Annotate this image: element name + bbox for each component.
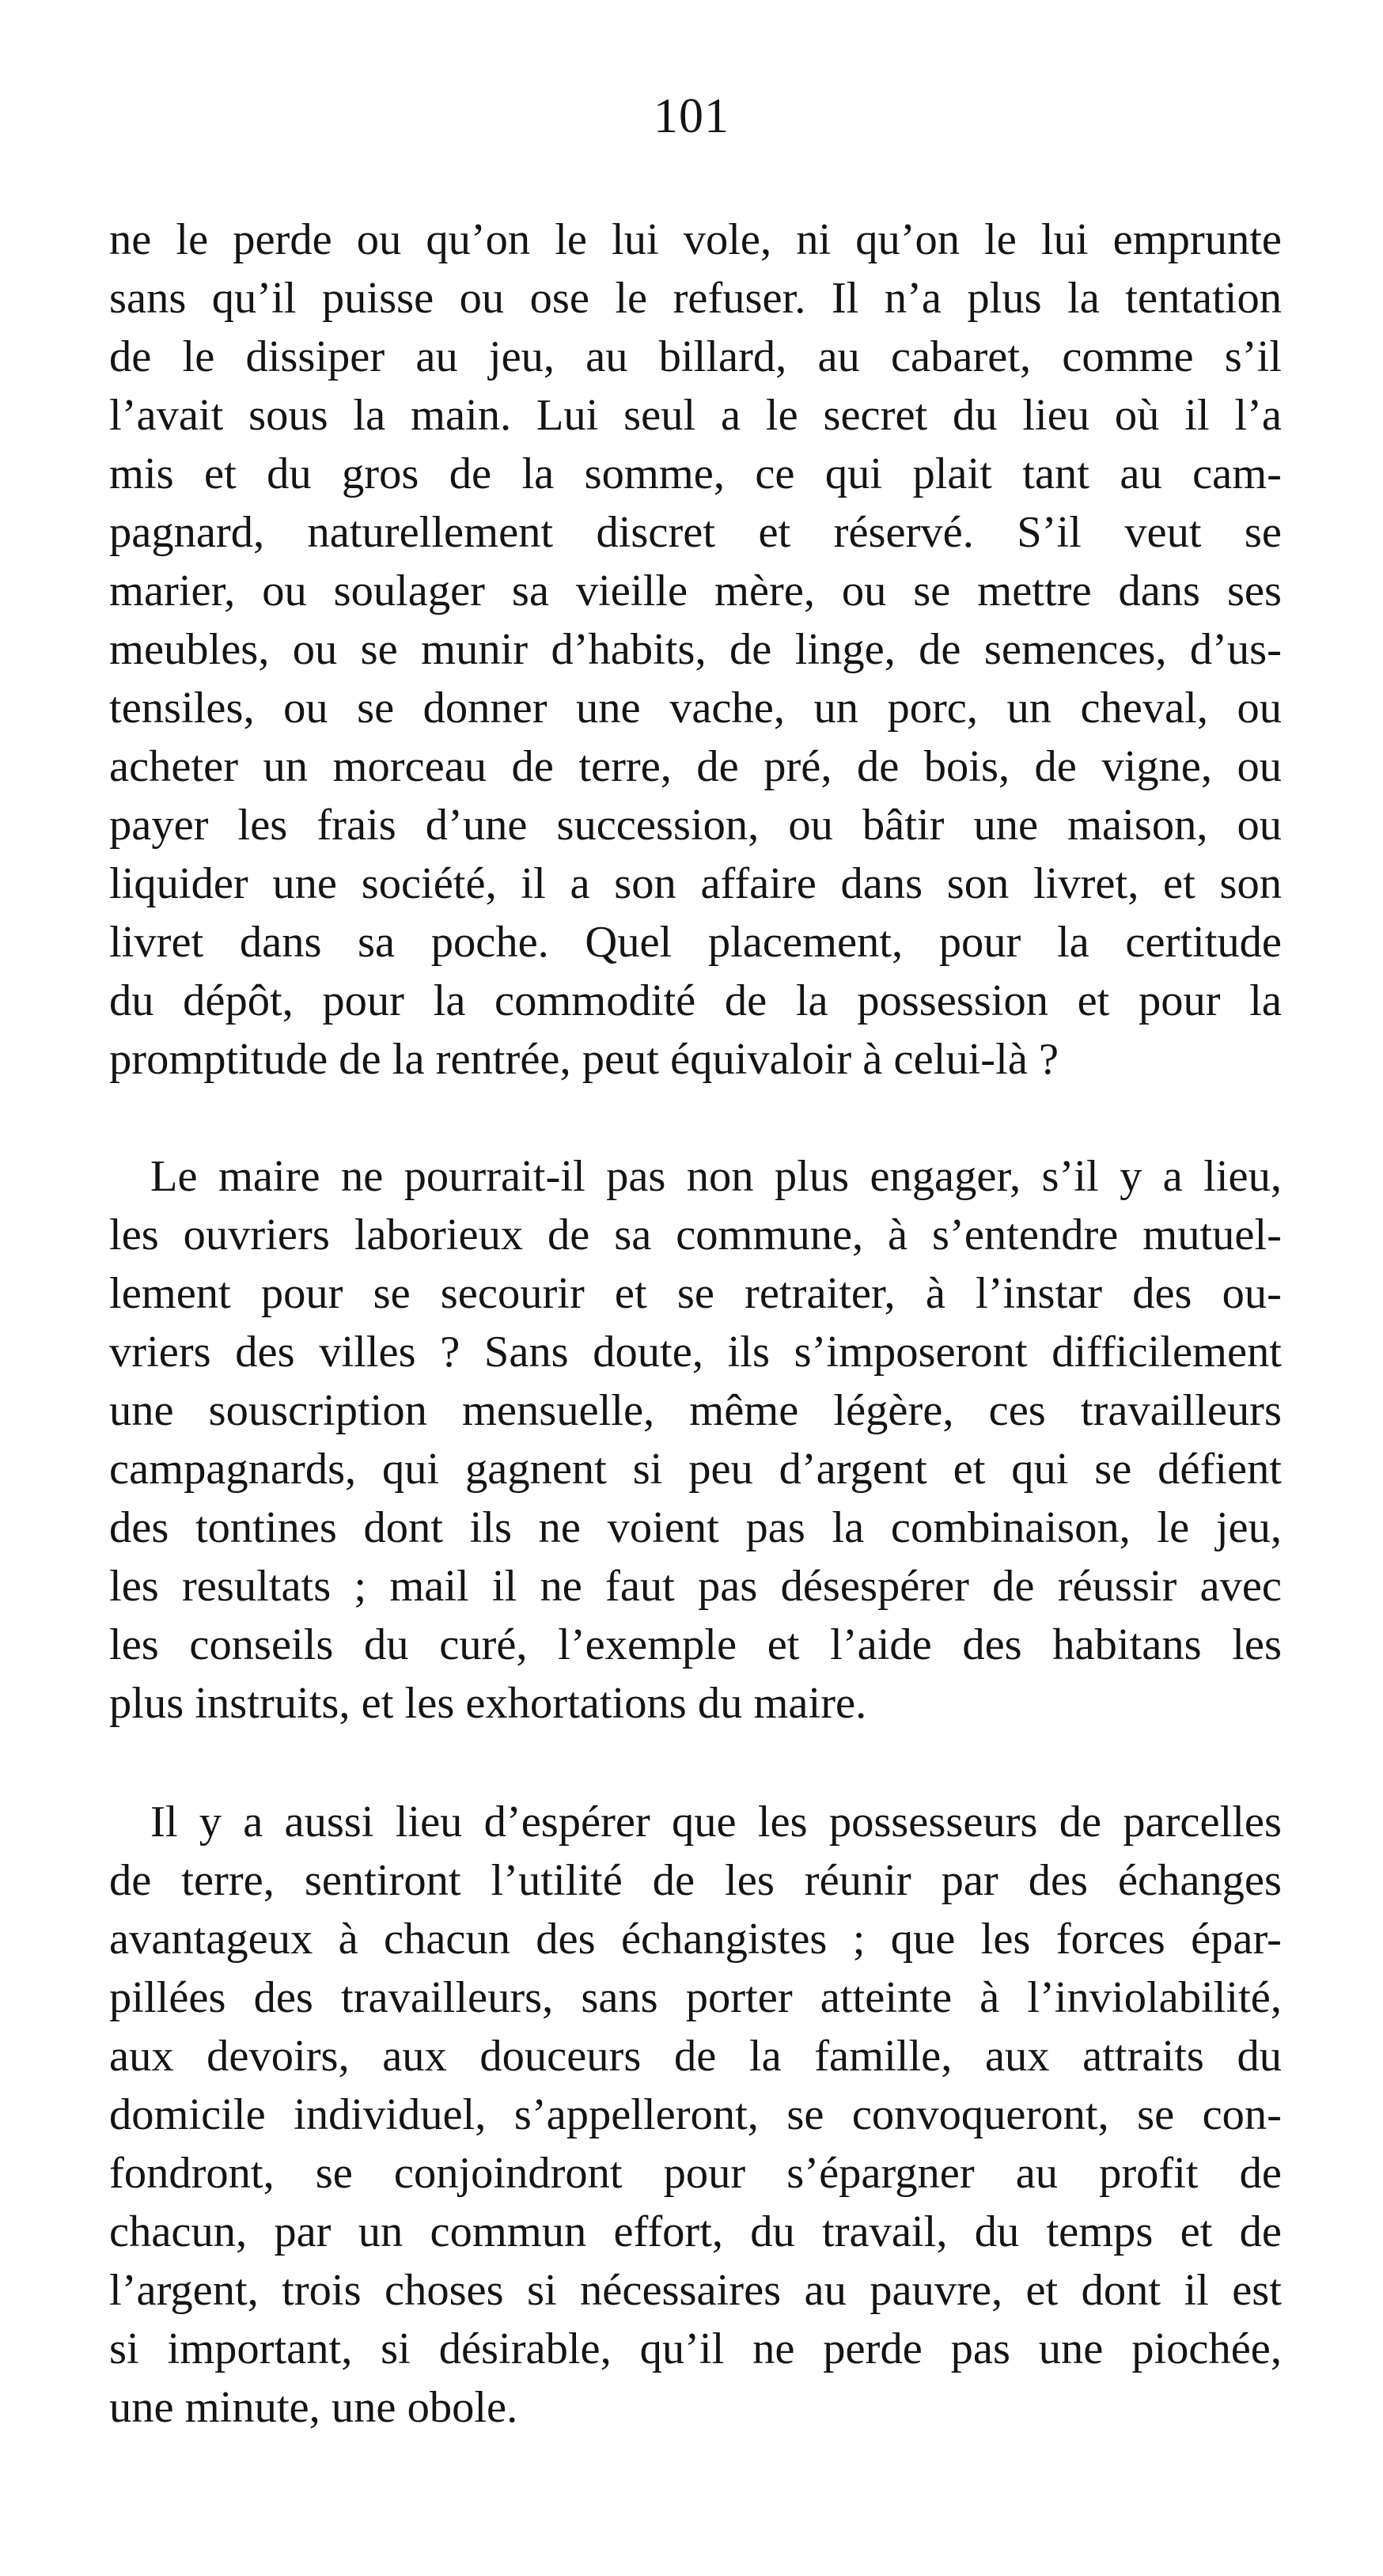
text-line: de terre, sentiront l’utilité de les réunir par des échanges bbox=[109, 1856, 1282, 1905]
text-line: fondront, se conjoindront pour s’épargner au profit de bbox=[109, 2149, 1282, 2198]
text-line: vriers des villes ? Sans doute, ils s’imposeront difficilement bbox=[109, 1328, 1282, 1377]
text-line: domicile individuel, s’appelleront, se convoqueront, se con- bbox=[109, 2090, 1282, 2139]
text-line: les resultats ; mail il ne faut pas désespérer de réussir avec bbox=[109, 1562, 1282, 1611]
text-line: campagnards, qui gagnent si peu d’argent et qui se défient bbox=[109, 1445, 1282, 1494]
text-line: les ouvriers laborieux de sa commune, à s’entendre mutuel- bbox=[109, 1210, 1282, 1260]
text-line: avantageux à chacun des échangistes ; que les forces épar- bbox=[109, 1915, 1282, 1964]
text-line: les conseils du curé, l’exemple et l’aide des habitans les bbox=[109, 1620, 1282, 1669]
text-line: lement pour se secourir et se retraiter, à l’instar des ou- bbox=[109, 1269, 1282, 1318]
text-line: Il y a aussi lieu d’espérer que les possesseurs de parcelles bbox=[150, 1798, 1282, 1847]
text-line: Le maire ne pourrait-il pas non plus engager, s’il y a lieu, bbox=[150, 1152, 1282, 1201]
text-line: l’avait sous la main. Lui seul a le secret du lieu où il l’a bbox=[109, 391, 1282, 440]
text-line: pillées des travailleurs, sans porter atteinte à l’inviolabilité, bbox=[109, 1973, 1282, 2022]
paragraph-1 bbox=[109, 210, 1282, 1089]
text-line: une minute, une obole. bbox=[109, 2383, 518, 2432]
text-line: pagnard, naturellement discret et réservé. S’il veut se bbox=[109, 508, 1282, 557]
text-line: marier, ou soulager sa vieille mère, ou se mettre dans ses bbox=[109, 566, 1282, 616]
paragraph-3 bbox=[109, 1793, 1282, 2437]
text-line: meubles, ou se munir d’habits, de linge, de semences, d’us- bbox=[109, 625, 1282, 674]
text-line: livret dans sa poche. Quel placement, pour la certitude bbox=[109, 918, 1282, 967]
text-line: des tontines dont ils ne voient pas la combinaison, le jeu, bbox=[109, 1503, 1282, 1552]
text-line: sans qu’il puisse ou ose le refuser. Il n’a plus la tentation bbox=[109, 274, 1282, 323]
text-line: payer les frais d’une succession, ou bâtir une maison, ou bbox=[109, 801, 1282, 850]
text-line: de le dissiper au jeu, au billard, au cabaret, comme s’il bbox=[109, 332, 1282, 381]
text-line: promptitude de la rentrée, peut équivaloir à celui-là ? bbox=[109, 1035, 1059, 1084]
text-line: une souscription mensuelle, même légère, ces travailleurs bbox=[109, 1386, 1282, 1435]
text-line: liquider une société, il a son affaire dans son livret, et son bbox=[109, 859, 1282, 908]
text-line: ne le perde ou qu’on le lui vole, ni qu’on le lui emprunte bbox=[109, 215, 1282, 264]
text-line: chacun, par un commun effort, du travail, du temps et de bbox=[109, 2207, 1282, 2256]
text-line: mis et du gros de la somme, ce qui plait tant au cam- bbox=[109, 449, 1282, 498]
text-line: acheter un morceau de terre, de pré, de bois, de vigne, ou bbox=[109, 742, 1282, 791]
text-line: aux devoirs, aux douceurs de la famille, aux attraits du bbox=[109, 2032, 1282, 2081]
page-number: 101 bbox=[654, 89, 729, 143]
text-line: plus instruits, et les exhortations du maire. bbox=[109, 1679, 867, 1728]
text-line: du dépôt, pour la commodité de la possession et pour la bbox=[109, 976, 1282, 1025]
text-line: l’argent, trois choses si nécessaires au pauvre, et dont il est bbox=[109, 2266, 1282, 2315]
text-line: si important, si désirable, qu’il ne perde pas une piochée, bbox=[109, 2324, 1282, 2373]
text-line: tensiles, ou se donner une vache, un porc, un cheval, ou bbox=[109, 684, 1282, 733]
paragraph-2 bbox=[109, 1147, 1282, 1733]
